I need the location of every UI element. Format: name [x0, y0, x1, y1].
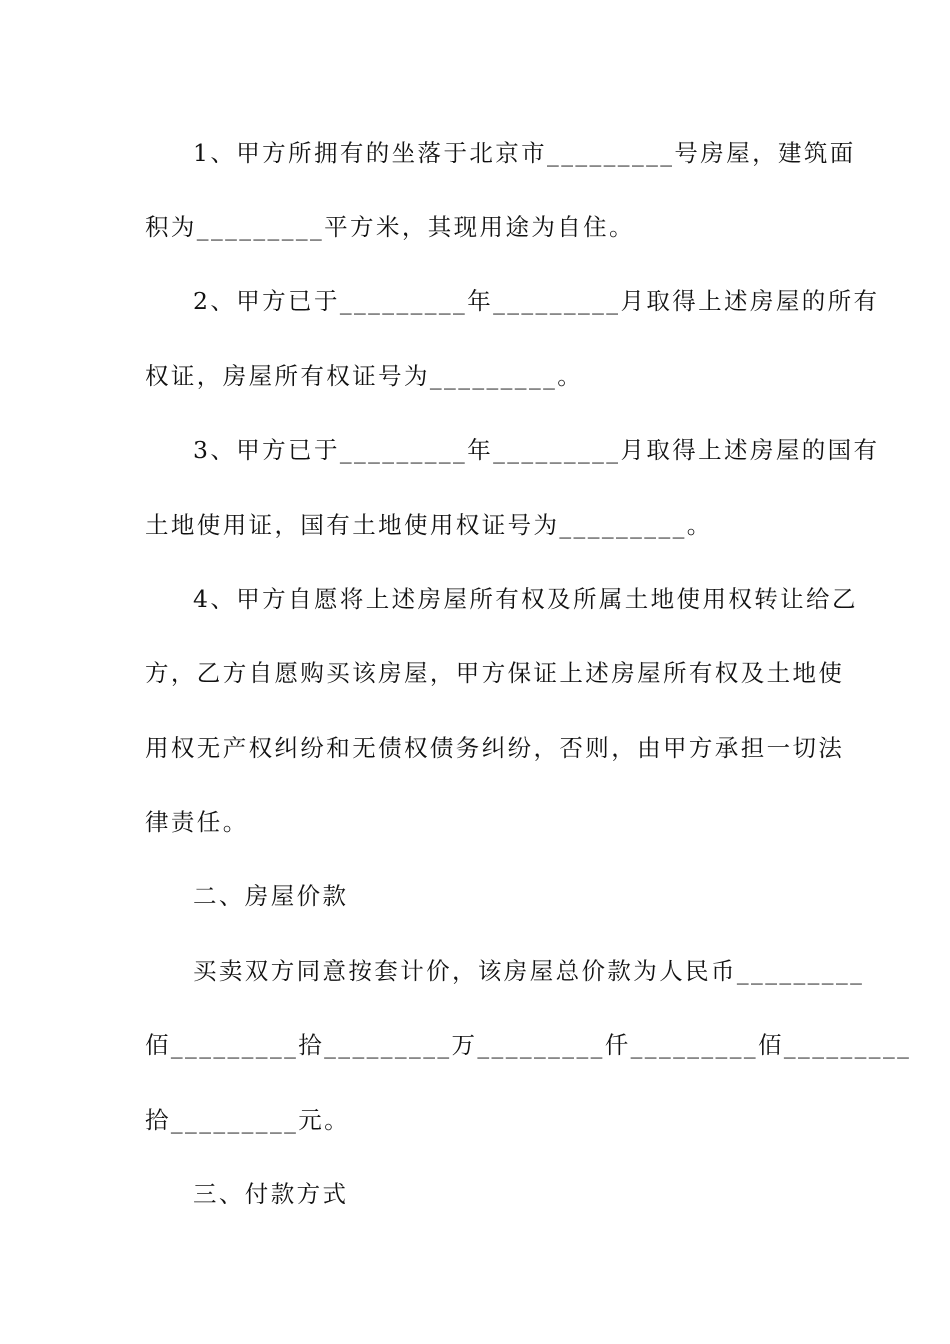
- price-line-1: 买卖双方同意按套计价，该房屋总价款为人民币_________: [193, 957, 865, 985]
- clause-4-line-3: 用权无产权纠纷和无债权债务纠纷，否则，由甲方承担一切法: [145, 734, 845, 762]
- price-line-2: 佰_________拾_________万_________仟_________佰_________: [145, 1031, 912, 1059]
- clause-4-line-2: 方，乙方自愿购买该房屋，甲方保证上述房屋所有权及土地使: [145, 659, 845, 687]
- price-line-3: 拾_________元。: [145, 1106, 351, 1134]
- clause-3-line-1: 3、甲方已于_________年_________月取得上述房屋的国有: [193, 436, 880, 464]
- clause-4-line-1: 4、甲方自愿将上述房屋所有权及所属土地使用权转让给乙: [193, 585, 858, 613]
- clause-2-line-1: 2、甲方已于_________年_________月取得上述房屋的所有: [193, 287, 880, 315]
- section-heading-price: 二、房屋价款: [193, 882, 349, 910]
- clause-1-line-2: 积为_________平方米，其现用途为自住。: [145, 213, 635, 241]
- clause-3-line-2: 土地使用证，国有土地使用权证号为_________。: [145, 511, 713, 539]
- section-heading-payment: 三、付款方式: [193, 1180, 349, 1208]
- clause-4-line-4: 律责任。: [145, 808, 249, 836]
- clause-1-line-1: 1、甲方所拥有的坐落于北京市_________号房屋，建筑面: [193, 139, 856, 167]
- clause-2-line-2: 权证，房屋所有权证号为_________。: [145, 362, 584, 390]
